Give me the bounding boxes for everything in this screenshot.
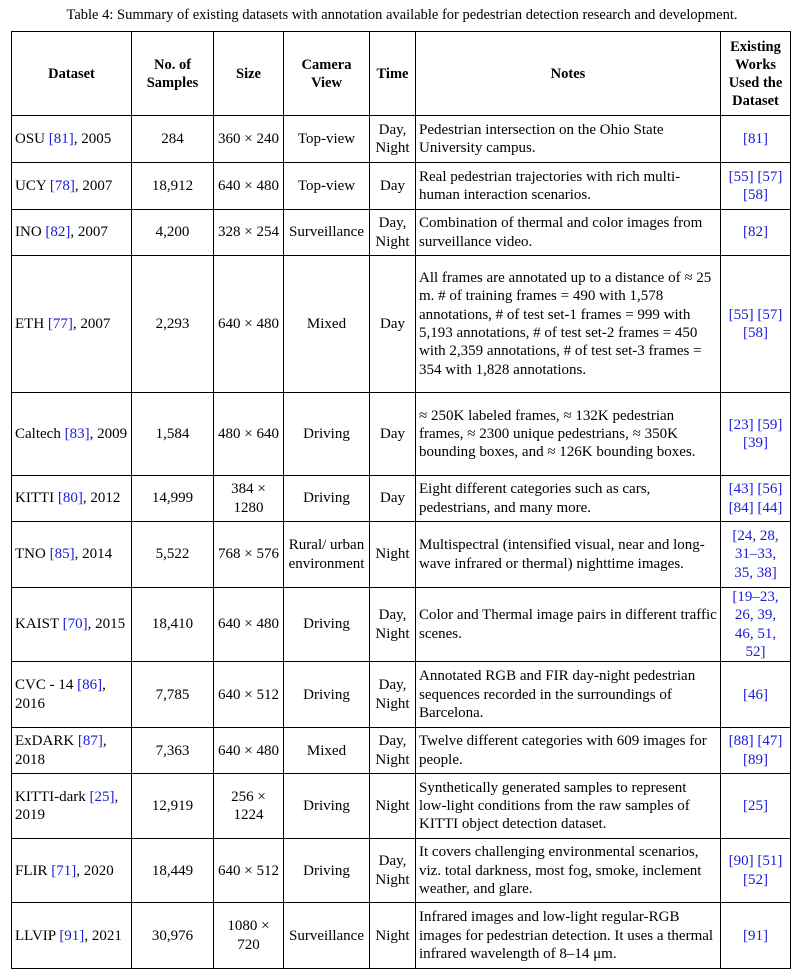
cell-camera-view: Driving xyxy=(284,393,370,476)
cell-dataset xyxy=(12,393,132,476)
cell-dataset xyxy=(12,163,132,210)
cell-existing-works-citations[interactable]: [25] xyxy=(721,774,791,839)
dataset-name: ETH xyxy=(15,315,45,332)
cell-dataset xyxy=(12,588,132,662)
cell-notes: Combination of thermal and color images from surveillance video. xyxy=(416,210,721,256)
dataset-year: , 2005 xyxy=(73,130,112,147)
cell-samples: 14,999 xyxy=(132,476,214,522)
cell-existing-works-citations[interactable]: [19–23, 26, 39, 46, 51, 52] xyxy=(721,588,791,662)
cell-dataset xyxy=(12,210,132,256)
dataset-citation-link[interactable]: [91] xyxy=(59,927,85,944)
cell-samples: 284 xyxy=(132,116,214,163)
dataset-year: , 2018 xyxy=(15,733,107,768)
cell-samples: 12,919 xyxy=(132,774,214,839)
cell-size: 384 × 1280 xyxy=(214,476,284,522)
cell-existing-works-citations[interactable]: [23] [59] [39] xyxy=(721,393,791,476)
dataset-citation-link[interactable]: [78] xyxy=(49,177,75,194)
dataset-year: , 2021 xyxy=(84,927,122,944)
table-row xyxy=(12,588,791,662)
cell-existing-works-citations[interactable]: [91] xyxy=(721,903,791,969)
cell-camera-view: Mixed xyxy=(284,728,370,774)
cell-time: Day, Night xyxy=(370,839,416,903)
cell-size: 480 × 640 xyxy=(214,393,284,476)
cell-existing-works-citations[interactable]: [55] [57] [58] xyxy=(721,256,791,393)
table-row xyxy=(12,476,791,522)
cell-notes: Eight different categories such as cars, pedestrians, and many more. xyxy=(416,476,721,522)
table-row xyxy=(12,163,791,210)
dataset-name: KITTI xyxy=(15,490,55,507)
table-row xyxy=(12,256,791,393)
dataset-citation-link[interactable]: [85] xyxy=(49,546,75,563)
dataset-name: TNO xyxy=(15,546,46,563)
header-size: Size xyxy=(214,32,284,116)
dataset-citation-link[interactable]: [25] xyxy=(89,788,115,805)
cell-size: 640 × 480 xyxy=(214,728,284,774)
cell-samples: 1,584 xyxy=(132,393,214,476)
cell-dataset xyxy=(12,476,132,522)
cell-camera-view: Driving xyxy=(284,662,370,728)
header-notes: Notes xyxy=(416,32,721,116)
dataset-year: , 2007 xyxy=(72,315,111,332)
cell-samples: 5,522 xyxy=(132,522,214,588)
cell-notes: Pedestrian intersection on the Ohio State University campus. xyxy=(416,116,721,163)
dataset-citation-link[interactable]: [80] xyxy=(57,490,83,507)
dataset-citation-link[interactable]: [71] xyxy=(51,862,77,879)
cell-time: Night xyxy=(370,903,416,969)
cell-size: 640 × 512 xyxy=(214,839,284,903)
cell-size: 640 × 480 xyxy=(214,256,284,393)
table-row xyxy=(12,522,791,588)
header-row xyxy=(12,32,791,116)
cell-camera-view: Driving xyxy=(284,839,370,903)
dataset-year: , 2020 xyxy=(76,862,114,879)
cell-time: Night xyxy=(370,774,416,839)
cell-existing-works-citations[interactable]: [81] xyxy=(721,116,791,163)
cell-samples: 2,293 xyxy=(132,256,214,393)
cell-size: 256 × 1224 xyxy=(214,774,284,839)
dataset-year: , 2019 xyxy=(15,788,119,824)
cell-existing-works-citations[interactable]: [82] xyxy=(721,210,791,256)
cell-notes: Twelve different categories with 609 images for people. xyxy=(416,728,721,774)
cell-camera-view: Driving xyxy=(284,476,370,522)
cell-time: Day, Night xyxy=(370,588,416,662)
dataset-name: Caltech xyxy=(15,425,61,442)
header-time: Time xyxy=(370,32,416,116)
dataset-citation-link[interactable]: [86] xyxy=(77,677,103,694)
dataset-name: UCY xyxy=(15,177,47,194)
table-caption: Table 4: Summary of existing datasets with annotation available for pedestrian detection research and development. xyxy=(66,7,738,23)
dataset-name: ExDARK xyxy=(15,733,75,750)
cell-time: Day, Night xyxy=(370,210,416,256)
cell-notes: Color and Thermal image pairs in different traffic scenes. xyxy=(416,588,721,662)
cell-time: Day xyxy=(370,256,416,393)
cell-existing-works-citations[interactable]: [46] xyxy=(721,662,791,728)
cell-notes: Real pedestrian trajectories with rich multi-human interaction scenarios. xyxy=(416,163,721,210)
dataset-year: , 2007 xyxy=(70,224,108,241)
cell-samples: 4,200 xyxy=(132,210,214,256)
cell-size: 328 × 254 xyxy=(214,210,284,256)
cell-existing-works-citations[interactable]: [88] [47] [89] xyxy=(721,728,791,774)
header-existing-works: Existing Works Used the Dataset xyxy=(721,32,791,116)
dataset-name: LLVIP xyxy=(15,927,56,944)
cell-time: Night xyxy=(370,522,416,588)
cell-notes: ≈ 250K labeled frames, ≈ 132K pedestrian frames, ≈ 2300 unique pedestrians, ≈ 350K bounding boxes, and ≈ 126K bounding boxes. xyxy=(416,393,721,476)
cell-samples: 18,449 xyxy=(132,839,214,903)
header-camera-view: Camera View xyxy=(284,32,370,116)
table-row xyxy=(12,728,791,774)
cell-samples: 18,912 xyxy=(132,163,214,210)
dataset-citation-link[interactable]: [70] xyxy=(62,616,88,633)
cell-notes: All frames are annotated up to a distance of ≈ 25 m. # of training frames = 490 with 1,578 annotations, # of test set-1 frames = 999 with 5,193 annotations, # of test set-2 frames = 450 with 2,359 annotations, # of test set-3 frames = 354 with 1,828 annotations. xyxy=(416,256,721,393)
cell-camera-view: Driving xyxy=(284,588,370,662)
cell-notes: Annotated RGB and FIR day-night pedestrian sequences recorded in the surroundings of Barcelona. xyxy=(416,662,721,728)
cell-time: Day xyxy=(370,476,416,522)
cell-samples: 30,976 xyxy=(132,903,214,969)
dataset-year: , 2015 xyxy=(87,616,126,633)
dataset-name: OSU xyxy=(15,130,46,147)
dataset-year: , 2016 xyxy=(15,677,106,712)
cell-existing-works-citations[interactable]: [55] [57] [58] xyxy=(721,163,791,210)
cell-camera-view: Surveillance xyxy=(284,210,370,256)
dataset-year: , 2009 xyxy=(89,425,128,442)
cell-time: Day, Night xyxy=(370,116,416,163)
cell-dataset xyxy=(12,839,132,903)
dataset-year: , 2014 xyxy=(74,546,113,563)
cell-time: Day, Night xyxy=(370,662,416,728)
cell-dataset xyxy=(12,774,132,839)
cell-dataset xyxy=(12,728,132,774)
cell-dataset xyxy=(12,256,132,393)
table-row xyxy=(12,210,791,256)
cell-notes: Multispectral (intensified visual, near and long-wave infrared or thermal) nighttime images. xyxy=(416,522,721,588)
cell-time: Day xyxy=(370,163,416,210)
cell-dataset xyxy=(12,522,132,588)
dataset-year: , 2012 xyxy=(82,490,121,507)
cell-notes: Synthetically generated samples to represent low-light conditions from the raw samples of KITTI object detection dataset. xyxy=(416,774,721,839)
dataset-citation-link[interactable]: [77] xyxy=(47,315,73,332)
datasets-table-wrapper xyxy=(11,31,791,969)
dataset-name: INO xyxy=(15,224,42,241)
dataset-year: , 2007 xyxy=(74,177,113,194)
cell-existing-works-citations[interactable]: [43] [56] [84] [44] xyxy=(721,476,791,522)
cell-dataset xyxy=(12,116,132,163)
datasets-table xyxy=(11,31,791,969)
dataset-name: CVC - 14 xyxy=(15,677,74,694)
cell-camera-view: Top-view xyxy=(284,116,370,163)
cell-samples: 7,363 xyxy=(132,728,214,774)
cell-camera-view: Rural/ urban environment xyxy=(284,522,370,588)
cell-notes: Infrared images and low-light regular-RGB images for pedestrian detection. It uses a thermal infrared wavelength of 8–14 μm. xyxy=(416,903,721,969)
table-row xyxy=(12,903,791,969)
cell-camera-view: Mixed xyxy=(284,256,370,393)
dataset-citation-link[interactable]: [81] xyxy=(48,130,74,147)
cell-size: 768 × 576 xyxy=(214,522,284,588)
table-row xyxy=(12,774,791,839)
header-samples: No. of Samples xyxy=(132,32,214,116)
cell-dataset xyxy=(12,903,132,969)
cell-samples: 18,410 xyxy=(132,588,214,662)
cell-size: 640 × 480 xyxy=(214,163,284,210)
cell-camera-view: Top-view xyxy=(284,163,370,210)
cell-time: Day, Night xyxy=(370,728,416,774)
table-row xyxy=(12,662,791,728)
cell-camera-view: Surveillance xyxy=(284,903,370,969)
dataset-name: KITTI-dark xyxy=(15,788,86,805)
dataset-name: KAIST xyxy=(15,616,59,633)
cell-size: 640 × 480 xyxy=(214,588,284,662)
cell-samples: 7,785 xyxy=(132,662,214,728)
dataset-citation-link[interactable]: [87] xyxy=(77,733,103,750)
cell-size: 1080 × 720 xyxy=(214,903,284,969)
dataset-name: FLIR xyxy=(15,862,48,879)
cell-existing-works-citations[interactable]: [90] [51] [52] xyxy=(721,839,791,903)
dataset-citation-link[interactable]: [82] xyxy=(45,224,71,241)
table-row xyxy=(12,839,791,903)
cell-dataset xyxy=(12,662,132,728)
cell-existing-works-citations[interactable]: [24, 28, 31–33, 35, 38] xyxy=(721,522,791,588)
cell-camera-view: Driving xyxy=(284,774,370,839)
header-dataset: Dataset xyxy=(12,32,132,116)
table-row xyxy=(12,116,791,163)
cell-time: Day xyxy=(370,393,416,476)
dataset-citation-link[interactable]: [83] xyxy=(64,425,90,442)
table-row xyxy=(12,393,791,476)
cell-size: 640 × 512 xyxy=(214,662,284,728)
cell-size: 360 × 240 xyxy=(214,116,284,163)
cell-notes: It covers challenging environmental scenarios, viz. total darkness, most fog, smoke, inclement weather, and glare. xyxy=(416,839,721,903)
